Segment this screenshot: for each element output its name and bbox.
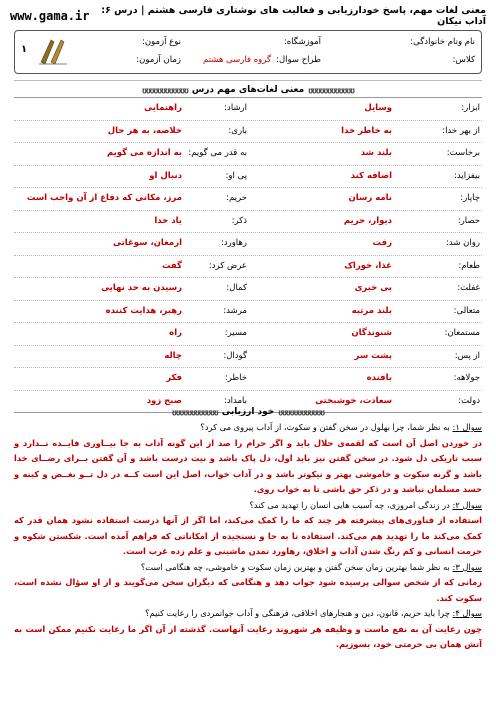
vocab-meaning: بلند شد	[360, 148, 392, 158]
vocab-meaning: شنوندگان	[351, 328, 392, 338]
vocab-meaning: چاله	[164, 350, 182, 361]
question	[14, 498, 482, 514]
answer-text: زمانی که از شخص سوالی پرسیده شود جواب دهد و هنگامی که دیگران سخن می‌گویند و از او سؤال نشده است، سکوت کند.	[14, 577, 482, 603]
vocab-meaning: پشت سر	[354, 350, 392, 361]
name-label: نام ونام خانوادگی:	[410, 37, 475, 47]
vocab-word: رهاورد:	[220, 238, 247, 248]
class-label: کلاس:	[452, 55, 475, 65]
vocab-meaning: راهنمایی	[144, 103, 182, 113]
question-label: سوال ۱:	[452, 422, 482, 432]
top-bar	[10, 5, 486, 27]
school-label: آموزشگاه:	[283, 37, 321, 47]
qa-item	[14, 560, 482, 607]
vocab-section-title	[14, 84, 482, 96]
vocab-word: حصار:	[457, 215, 480, 226]
vocab-meaning: بی خبری	[354, 283, 392, 293]
selfcheck-section-title	[14, 406, 482, 418]
vocab-meaning: بافنده	[366, 373, 392, 383]
vocab-meaning: صبح زود	[146, 395, 182, 406]
question	[14, 420, 482, 436]
page-number: ۱	[21, 44, 28, 55]
vocab-word: مسیر:	[224, 328, 247, 338]
vocab-meaning: به خاطر خدا	[341, 125, 392, 136]
selfcheck-title: خود ارزیابی	[221, 407, 275, 417]
vocab-row	[14, 278, 482, 301]
document-title: معنی لغات مهم، پاسخ خودارزیابی و فعالیت های نوشتاری فارسی هشتم | درس ۶: آداب نیکان	[101, 5, 486, 27]
border-ornament: ʊʊʊʊʊʊʊʊʊʊʊʊ	[171, 407, 218, 417]
question	[14, 606, 482, 622]
vocab-word: گودال:	[223, 350, 247, 361]
vocab-row	[14, 188, 482, 211]
vocab-row	[14, 143, 482, 166]
answer-text: استفاده از فناوری‌های پیشرفته هر چند که ما را کمک می‌کند، اما اگر از آنها درست استفاده نشود همان قدر که کمک می‌کند ما را تهدید هم می‌کند. استفاده نا به جا و نسنجیده از امکاناتی که فراهم آمده است. شکستن شکوه و حرمت انسانی و کم رنگ شدن آداب و اخلاق، رهاورد تمدن ماشینی و علم زده غرب است.	[14, 515, 482, 556]
vocab-meaning: مرز، مکانی که دفاع از آن واجب است	[26, 193, 182, 203]
qa-item	[14, 420, 482, 498]
vocab-row	[14, 233, 482, 256]
vocab-word: حریم:	[226, 193, 247, 203]
vocab-word: عرض کرد:	[208, 260, 247, 271]
question-label: سوال ۴:	[452, 608, 482, 618]
vocab-meaning: سعادت، خوشبختی	[315, 395, 392, 406]
vocab-row	[14, 368, 482, 391]
vocab-table	[14, 97, 482, 413]
designer-label: طراح سوال:	[276, 55, 321, 65]
vocab-meaning: رهبر، هدایت کننده	[105, 305, 182, 316]
vocab-word: به قدر می گویم:	[188, 148, 247, 158]
vocab-word: متعالی:	[453, 305, 480, 316]
vocab-row	[14, 98, 482, 121]
exam-header	[14, 30, 482, 74]
vocab-word: طعام:	[458, 260, 480, 271]
vocab-meaning: دنبال او	[149, 170, 182, 181]
vocab-meaning: رسیدن به حد نهایی	[101, 283, 182, 293]
exam-time-label: زمان آزمون:	[136, 55, 181, 65]
vocab-row	[14, 256, 482, 279]
vocab-meaning: گفت	[161, 260, 182, 271]
divider	[14, 80, 482, 81]
vocab-word: ابزار:	[461, 103, 480, 113]
vocab-word: برخاست:	[446, 148, 480, 158]
question-label: سوال ۳:	[452, 561, 482, 572]
qa-item	[14, 606, 482, 653]
vocab-word: جولاهه:	[453, 373, 480, 383]
vocab-meaning: یاد خدا	[154, 215, 182, 226]
border-ornament: ʊʊʊʊʊʊʊʊʊʊʊʊ	[278, 407, 325, 417]
border-ornament: ʊʊʊʊʊʊʊʊʊʊʊʊ	[142, 85, 188, 95]
vocab-word: ذکر:	[231, 215, 247, 226]
question-label: سوال ۲:	[452, 499, 482, 510]
qa-list	[14, 420, 482, 653]
vocab-meaning: رفت	[372, 238, 392, 248]
border-ornament: ʊʊʊʊʊʊʊʊʊʊʊʊ	[308, 85, 354, 95]
vocab-word: از پس:	[454, 350, 480, 361]
vocab-row	[14, 323, 482, 346]
vocab-meaning: راه	[169, 328, 182, 338]
question-text: چرا باید حریم، قانون، دین و هنجارهای اخلاقی، فرهنگی و آداب جوانمردی را رعایت کنیم؟	[145, 608, 450, 618]
vocab-row	[14, 211, 482, 234]
vocab-meaning: بلند مرتبه	[351, 305, 392, 316]
question-text: به نظر شما، چرا بهلول در سخن گفتن و سکوت، از آداب پیروی می کرد؟	[200, 422, 450, 432]
vocab-word: بامداد:	[224, 395, 247, 406]
vocab-meaning: نامه رسان	[348, 193, 392, 203]
site-url[interactable]: www.gama.ir	[10, 9, 90, 23]
question-text: در زندگی امروزی، چه آسیب هایی انسان را تهدید می کند؟	[249, 499, 450, 510]
designer-value: گروه فارسی هشتم	[203, 55, 271, 65]
vocab-meaning: خلاصه، به هر حال	[107, 125, 182, 136]
vocab-word: مستمعان:	[444, 328, 480, 338]
question-text: به نظر شما بهترین زمان سخن گفتن و بهترین زمان سکوت و خاموشی، چه هنگامی است؟	[140, 561, 450, 572]
vocab-word: روان شد:	[446, 238, 480, 248]
vocab-row	[14, 301, 482, 324]
vocab-word: دولت:	[458, 395, 480, 406]
vocab-row	[14, 121, 482, 144]
vocab-title: معنی لغات‌های مهم درس	[191, 85, 305, 95]
vocab-word: غفلت:	[457, 283, 480, 293]
vocab-row	[14, 346, 482, 369]
vocab-meaning: به اندازه می گویم	[106, 148, 182, 158]
vocab-row	[14, 166, 482, 189]
vocab-meaning: غذا، خوراک	[344, 260, 392, 271]
vocab-meaning: فکر	[166, 373, 182, 383]
vocab-word: بیفزاید:	[454, 170, 480, 181]
pen-logo-icon	[37, 36, 71, 66]
vocab-word: مرشد:	[223, 305, 247, 316]
vocab-word: باری:	[228, 125, 247, 136]
vocab-word: ارشاد:	[224, 103, 247, 113]
answer-text: چون رعایت آن به نفع ماست و وظیفه هر شهروند رعایت آنهاست. گذشته از آن اگر ما رعایت نکنیم ممکن است به آتش همان بی حرمتی خود، بسوزیم.	[14, 623, 482, 649]
vocab-meaning: ارمغان، سوغاتی	[113, 238, 182, 248]
answer-text: در خوردن اصل آن است که لقمه‌ی حلال باید و اگر حرام را صد از این گونه آداب به جا بیــاوری فایــده نــدارد و سبب تاریکی دل شود. در سخن گفتن نیز باید اول، دل پاک باشد و نیت درست باشد و آن گفتن بــرای رضــای خدا باشد و گرنه سکوت و خاموشی بهتر و نیکوتر باشد و در آداب خواب، اصل این است کــه در دل تــو بغــض و کینه و حسد مسلمان نباشد و در ذکر حق باشی تا به خواب روی.	[14, 437, 482, 494]
vocab-word: پی او:	[225, 170, 247, 181]
vocab-meaning: دیوار، حریم	[343, 215, 392, 226]
vocab-word: چاپار:	[460, 193, 480, 203]
vocab-meaning: اضافه کند	[350, 170, 392, 181]
vocab-meaning: وسایل	[364, 103, 392, 113]
vocab-word: کمال:	[226, 283, 247, 293]
vocab-word: از بهر خدا:	[442, 125, 480, 136]
question	[14, 560, 482, 576]
vocab-word: خاطر:	[224, 373, 247, 383]
exam-type-label: نوع آزمون:	[141, 37, 181, 47]
qa-item	[14, 498, 482, 560]
